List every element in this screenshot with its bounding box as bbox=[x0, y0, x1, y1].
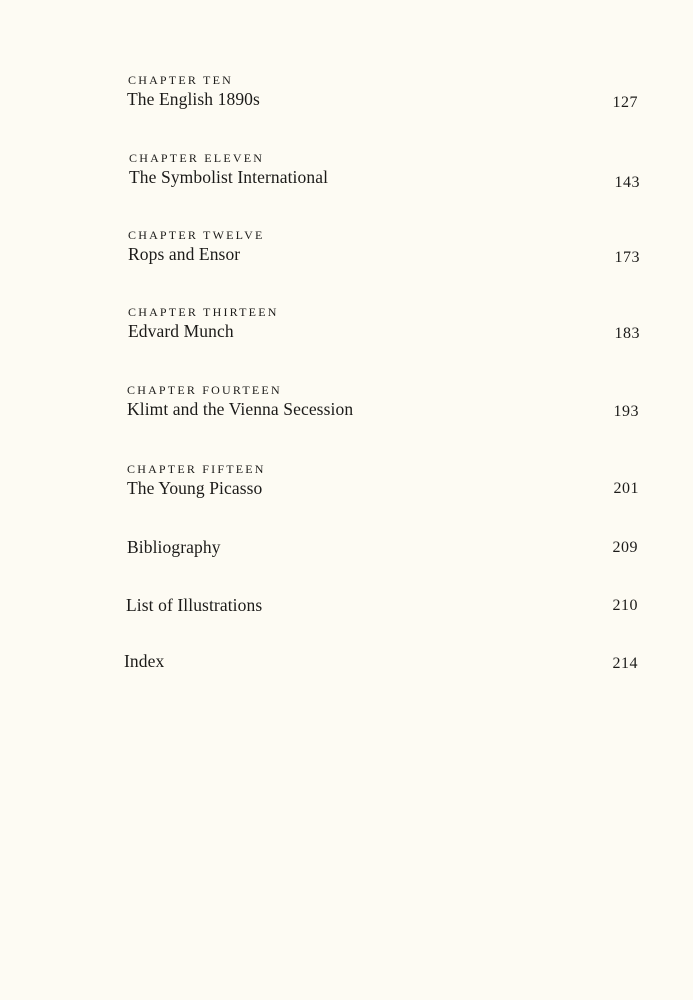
chapter-page-number: 193 bbox=[613, 403, 639, 420]
chapter-page-number: 143 bbox=[614, 174, 640, 191]
back-matter-page-number: 214 bbox=[612, 655, 638, 672]
chapter-page-number: 183 bbox=[614, 325, 640, 342]
chapter-title: Edvard Munch bbox=[128, 321, 234, 341]
chapter-page-number: 173 bbox=[614, 249, 640, 266]
chapter-kicker: CHAPTER FIFTEEN bbox=[127, 462, 266, 476]
back-matter-title: Bibliography bbox=[127, 537, 221, 557]
back-matter-title: Index bbox=[124, 651, 165, 671]
chapter-kicker: CHAPTER TEN bbox=[128, 73, 233, 87]
back-matter-title: List of Illustrations bbox=[126, 595, 263, 615]
chapter-kicker: CHAPTER ELEVEN bbox=[129, 151, 265, 165]
chapter-page-number: 201 bbox=[613, 480, 639, 497]
chapter-title: Rops and Ensor bbox=[128, 244, 241, 264]
chapter-title: The English 1890s bbox=[127, 89, 260, 109]
chapter-title: The Symbolist International bbox=[129, 167, 329, 187]
back-matter-page-number: 210 bbox=[612, 597, 638, 614]
chapter-kicker: CHAPTER THIRTEEN bbox=[128, 305, 279, 319]
chapter-kicker: CHAPTER FOURTEEN bbox=[127, 383, 282, 397]
chapter-title: Klimt and the Vienna Secession bbox=[127, 399, 354, 419]
chapter-title: The Young Picasso bbox=[127, 478, 263, 498]
back-matter-page-number: 209 bbox=[612, 539, 638, 556]
chapter-kicker: CHAPTER TWELVE bbox=[128, 228, 265, 242]
chapter-page-number: 127 bbox=[612, 94, 638, 111]
